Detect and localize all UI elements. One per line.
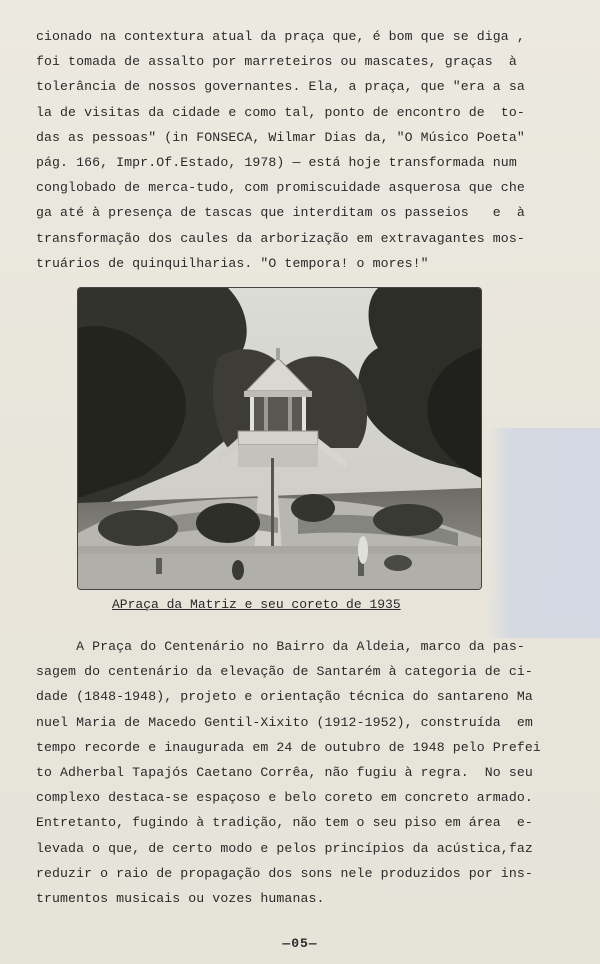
- text-line: complexo destaca-se espaçoso e belo coreto em concreto armado.: [36, 790, 533, 806]
- bleed-through-shade: [488, 428, 600, 638]
- text-line: Entretanto, fugindo à tradição, não tem o seu piso em área e-: [36, 815, 533, 831]
- text-line: conglobado de merca-tudo, com promiscuidade asquerosa que che: [36, 180, 525, 196]
- text-line: cionado na contextura atual da praça que, é bom que se diga ,: [36, 29, 525, 44]
- text-line: levada o que, de certo modo e pelos princípios da acústica,faz: [36, 840, 533, 856]
- text-line: trumentos musicais ou vozes humanas.: [36, 891, 325, 907]
- text-line: truários de quinquilharias. "O tempora! o mores!": [36, 255, 429, 271]
- paragraph-1: [36, 24, 560, 276]
- text-line: A Praça do Centenário no Bairro da Aldeia, marco da pas-: [36, 639, 525, 654]
- text-line: reduzir o raio de propagação dos sons nele produzidos por ins-: [36, 865, 533, 881]
- text-line: nuel Maria de Macedo Gentil-Xixito (1912-1952), construída em: [36, 714, 533, 730]
- text-line: to Adherbal Tapajós Caetano Corrêa, não fugiu à regra. No seu: [36, 765, 533, 781]
- text-line: dade (1848-1948), projeto e orientação técnica do santareno Ma: [36, 689, 533, 705]
- text-line: la de visitas da cidade e como tal, ponto de encontro de to-: [36, 104, 525, 120]
- text-line: das as pessoas" (in FONSECA, Wilmar Dias da, "O Músico Poeta": [36, 129, 525, 145]
- text-line: tempo recorde e inaugurada em 24 de outubro de 1948 pelo Prefei: [36, 739, 541, 755]
- text-line: transformação dos caules da arborização em extravagantes mos-: [36, 230, 525, 246]
- text-line: ga até à presença de tascas que interditam os passeios e à: [36, 205, 525, 221]
- photo-illustration: [78, 288, 481, 589]
- photo-caption: APraça da Matriz e seu coreto de 1935: [112, 597, 401, 612]
- gazebo-photo: [78, 288, 481, 589]
- text-line: tolerância de nossos governantes. Ela, a praça, que "era a sa: [36, 79, 525, 95]
- paragraph-2: [36, 634, 560, 911]
- text-line: pág. 166, Impr.Of.Estado, 1978) — está hoje transformada num: [36, 155, 517, 171]
- page-number: —05—: [282, 936, 318, 951]
- text-line: foi tomada de assalto por marreteiros ou mascates, graças à: [36, 54, 517, 70]
- text-line: sagem do centenário da elevação de Santarém à categoria de ci-: [36, 664, 533, 680]
